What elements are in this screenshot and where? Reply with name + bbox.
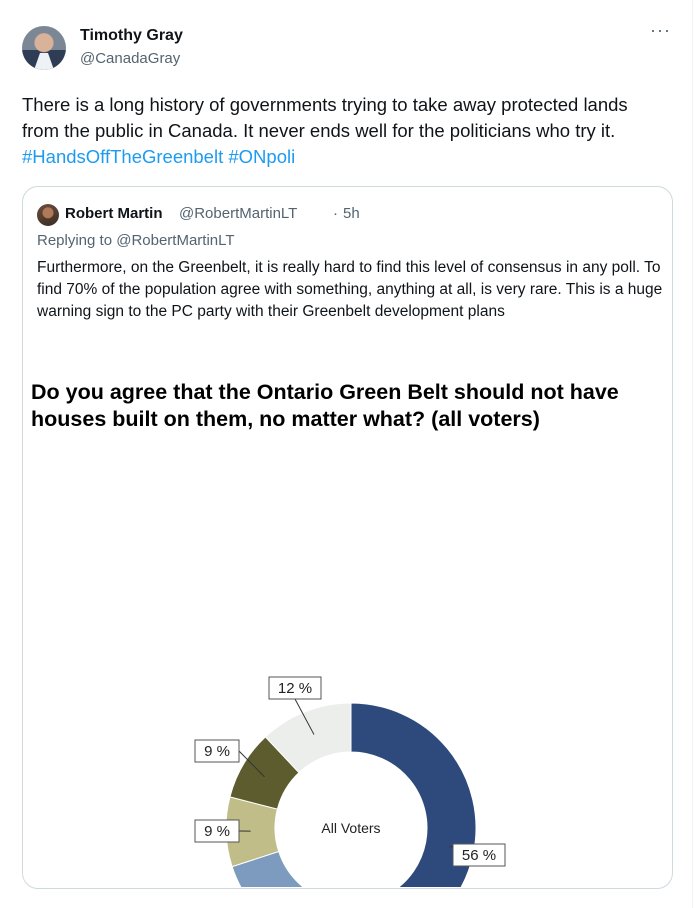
donut-chart[interactable]: [23, 477, 673, 887]
quoted-timestamp[interactable]: 5h: [343, 205, 360, 222]
more-options-icon[interactable]: ···: [650, 20, 671, 40]
tweet-body: There is a long history of governments trying to take away protected lands from the public in Canada. It never ends well for the politicians who try it.: [22, 94, 628, 141]
replying-to: [37, 232, 235, 249]
center-label: All Voters: [321, 820, 381, 836]
slice-value-label: 12 %: [277, 680, 313, 697]
avatar[interactable]: [22, 26, 66, 70]
author-handle[interactable]: @CanadaGray: [80, 50, 181, 67]
tweet-text: [22, 92, 662, 170]
quoted-author-handle[interactable]: @RobertMartinLT: [179, 205, 298, 222]
replying-to-handle[interactable]: @RobertMartinLT: [116, 232, 235, 249]
author-name[interactable]: Timothy Gray: [80, 27, 183, 44]
column-divider: [692, 0, 693, 908]
chart-title: Do you agree that the Ontario Green Belt should not have houses built on them, no matter what? (all voters): [31, 380, 619, 431]
dot-separator: ·: [333, 205, 338, 222]
hashtag-link[interactable]: #ONpoli: [228, 146, 296, 167]
quoted-avatar[interactable]: [37, 204, 59, 226]
hashtag-link[interactable]: #HandsOffTheGreenbelt: [22, 146, 224, 167]
quoted-author-name[interactable]: Robert Martin: [65, 205, 163, 222]
slice-value-label: 9 %: [204, 823, 230, 840]
quoted-text: Furthermore, on the Greenbelt, it is really hard to find this level of consensus in any poll. To find 70% of the population agree with something, anything at all, is very rare. This is a huge warning sign to the PC party with their Greenbelt development plans: [37, 259, 663, 320]
quoted-tweet[interactable]: [22, 186, 673, 889]
replying-to-prefix: Replying to: [37, 232, 117, 249]
slice-value-label: 9 %: [204, 743, 230, 760]
slice-value-label: 56 %: [461, 847, 497, 864]
